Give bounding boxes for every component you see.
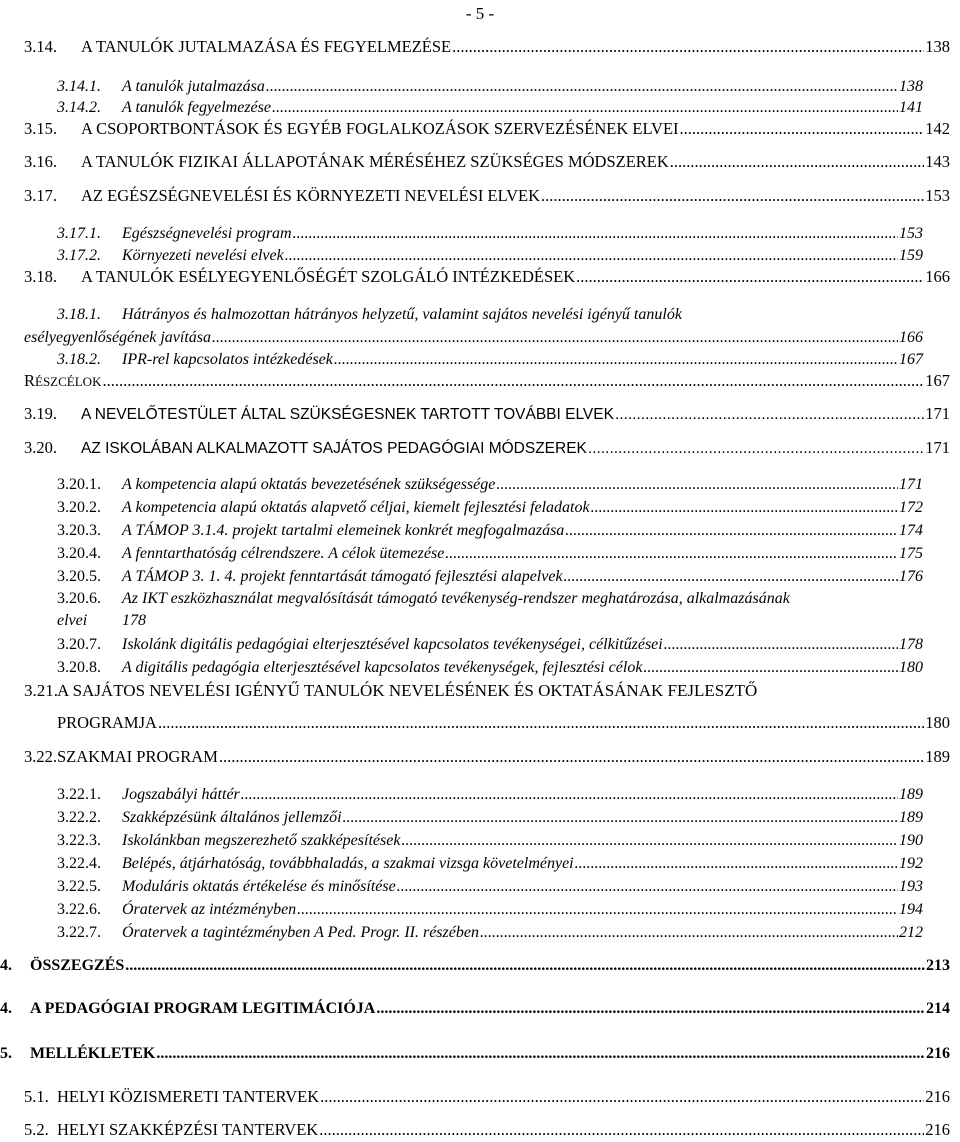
toc-entry[interactable] [24,38,950,57]
toc-title-line1: Az IKT eszközhasználat megvalósítását támogató tevékenység-rendszer meghatározása, alkalmazásának [122,590,790,607]
toc-number: 3.22.7. [57,924,101,941]
toc-entry[interactable] [57,99,923,117]
toc-number: 3.15. [24,119,57,138]
dot-leader [125,957,925,975]
toc-title: Óratervek a tagintézményben A Ped. Progr. II. részében [122,924,479,941]
dot-leader [297,901,898,919]
dot-leader [565,522,898,540]
toc-entry[interactable] [24,439,950,458]
toc-entry[interactable] [24,748,950,767]
toc-title: AZ EGÉSZSÉGNEVELÉSI ÉS KÖRNYEZETI NEVELÉSI ELVEK [81,186,541,205]
toc-entry[interactable] [57,247,923,265]
toc-page: 167 [899,351,923,368]
toc-page: 180 [925,713,950,732]
toc-number: 3.20.1. [57,476,101,493]
toc-number: 3.22. [24,747,57,766]
dot-leader [664,636,898,654]
toc-entry[interactable] [57,832,923,850]
toc-title: Óratervek az intézményben [122,901,297,918]
toc-number: 3.22.1. [57,786,101,803]
toc-entry[interactable] [24,405,950,424]
toc-page: 212 [899,924,923,941]
toc-page: 153 [925,186,950,205]
toc-title-line2: PROGRAMJA [57,713,157,732]
dot-leader [320,1088,924,1107]
toc-entry-continuation[interactable] [57,714,950,733]
toc-title-line2: esélyegyenlőségének javítása [24,329,212,346]
dot-leader [272,99,898,117]
toc-title: A NEVELŐTESTÜLET ÁLTAL SZÜKSÉGESNEK TARTOTT TOVÁBBI ELVEK [81,406,614,423]
toc-entry[interactable] [57,545,923,563]
dot-leader [102,372,924,391]
toc-page: 172 [899,499,923,516]
toc-number: 3.22.6. [57,901,101,918]
dot-leader [615,406,924,424]
toc-page: 216 [925,1120,950,1139]
dot-leader [452,38,924,57]
toc-title: A fenntarthatóság célrendszere. A célok ütemezése [122,545,445,562]
toc-title: A PEDAGÓGIAI PROGRAM LEGITIMÁCIÓJA [30,1000,376,1017]
toc-page: 178 [122,612,146,629]
toc-page: 189 [925,747,950,766]
toc-entry[interactable] [57,855,923,873]
toc-entry[interactable] [0,1045,950,1063]
toc-title: HELYI SZAKKÉPZÉSI TANTERVEK [57,1120,319,1139]
dot-leader [158,714,924,733]
toc-page: 213 [926,957,950,974]
toc-title: A TANULÓK JUTALMAZÁSA ÉS FEGYELMEZÉSE [81,37,452,56]
toc-page: 176 [899,568,923,585]
toc-number: 3.21. [24,681,58,700]
toc-title: A kompetencia alapú oktatás alapvető céljai, kiemelt fejlesztési feladatok [122,499,590,516]
toc-title: MELLÉKLETEK [30,1045,156,1062]
toc-number: 3.22.5. [57,878,101,895]
toc-number: 4. [0,1000,12,1017]
toc-entry[interactable] [0,957,950,975]
toc-number: 4. [0,957,12,974]
toc-title: Jogszabályi háttér [122,786,240,803]
toc-page: 142 [925,119,950,138]
toc-title: IPR-rel kapcsolatos intézkedések [122,351,333,368]
toc-page: 167 [925,371,950,390]
toc-page: 171 [925,404,950,423]
toc-title: A TANULÓK FIZIKAI ÁLLAPOTÁNAK MÉRÉSÉHEZ SZÜKSÉGES MÓDSZEREK [81,152,669,171]
toc-number: 3.18. [24,267,57,286]
toc-number: 3.20.6. [57,590,101,607]
dot-leader [496,476,898,494]
toc-number: 5.2. [24,1120,49,1139]
toc-title: A TÁMOP 3.1.4. projekt tartalmi elemeinek konkrét megfogalmazása [122,522,565,539]
toc-page: 171 [925,438,950,457]
toc-number: 3.18.1. [57,306,101,323]
toc-title-line1: A SAJÁTOS NEVELÉSI IGÉNYŰ TANULÓK NEVELÉSÉNEK ÉS OKTATÁSÁNAK FEJLESZTŐ [57,681,758,700]
toc-title: Belépés, átjárhatóság, továbbhaladás, a szakmai vizsga követelményei [122,855,574,872]
toc-number: 3.14.1. [57,78,101,95]
toc-entry[interactable] [57,924,923,942]
dot-leader [212,329,898,347]
toc-title: A tanulók jutalmazása [122,78,265,95]
toc-entry-first-line[interactable] [57,590,953,608]
dot-leader [343,809,898,827]
toc-page: 189 [899,809,923,826]
dot-leader [643,659,898,677]
toc-page: 190 [899,832,923,849]
toc-page: 138 [925,37,950,56]
dot-leader [334,351,898,369]
toc-page: 180 [899,659,923,676]
toc-page: 159 [899,247,923,264]
toc-title: A digitális pedagógia elterjesztésével kapcsolatos tevékenységek, fejlesztési célok [122,659,643,676]
toc-page: 174 [899,522,923,539]
toc-entry[interactable] [57,659,923,677]
toc-title: A CSOPORTBONTÁSOK ÉS EGYÉB FOGLALKOZÁSOK SZERVEZÉSÉNEK ELVEI [81,119,679,138]
dot-leader [156,1045,925,1063]
toc-page: 175 [899,545,923,562]
dot-leader [319,1121,924,1140]
toc-title: Szakképzésünk általános jellemzői [122,809,342,826]
toc-number: 3.20.4. [57,545,101,562]
dot-leader [564,568,898,586]
toc-title-line2: elvei [57,612,88,629]
toc-entry[interactable] [57,786,923,804]
dot-leader [670,153,924,172]
toc-page: 214 [926,1000,950,1017]
toc-title: HELYI KÖZISMERETI TANTERVEK [57,1087,320,1106]
toc-entry[interactable] [57,809,923,827]
toc-entry-first-line[interactable] [57,306,923,324]
toc-title: A TANULÓK ESÉLYEGYENLŐSÉGÉT SZOLGÁLÓ INTÉZKEDÉSEK [81,267,576,286]
toc-entry-continuation[interactable] [24,329,923,347]
toc-title: Iskolánkban megszerezhető szakképesítések [122,832,401,849]
dot-leader [576,268,924,287]
dot-leader [680,120,925,139]
dot-leader [293,225,898,243]
dot-leader [480,924,898,942]
dot-leader [266,78,898,96]
toc-entry[interactable] [24,120,950,139]
dot-leader [241,786,898,804]
toc-entry[interactable] [24,187,950,206]
dot-leader [445,545,898,563]
toc-page: 189 [899,786,923,803]
toc-entry[interactable] [24,153,950,172]
toc-entry[interactable] [57,225,923,243]
dot-leader [376,1000,925,1018]
toc-title: A kompetencia alapú oktatás bevezetésének szükségessége [122,476,496,493]
toc-number: 3.22.3. [57,832,101,849]
toc-entry[interactable] [57,78,923,96]
toc-number: 3.18.2. [57,351,101,368]
toc-page: 143 [925,152,950,171]
toc-entry[interactable] [57,476,923,494]
toc-number: 3.17. [24,186,57,205]
dot-leader [219,748,924,767]
toc-number: 5.1. [24,1087,49,1106]
toc-title: SZAKMAI PROGRAM [57,747,218,766]
toc-title: Moduláris oktatás értékelése és minősítése [122,878,396,895]
toc-page: 141 [899,99,923,116]
toc-title: Környezeti nevelési elvek [122,247,284,264]
toc-number: 3.20.5. [57,568,101,585]
toc-entry-continuation[interactable] [57,612,146,630]
toc-number: 3.22.4. [57,855,101,872]
toc-page: 192 [899,855,923,872]
toc-title: RÉSZCÉLOK [24,371,102,390]
toc-number: 3.17.1. [57,225,101,242]
toc-entry-first-line[interactable] [24,681,950,701]
toc-page: 216 [925,1087,950,1106]
toc-entry[interactable] [24,268,950,287]
toc-entry[interactable] [57,351,923,369]
toc-number: 3.20.7. [57,636,101,653]
toc-entry[interactable] [24,1088,950,1107]
toc-number: 3.22.2. [57,809,101,826]
toc-entry[interactable] [24,372,950,391]
toc-number: 3.20.3. [57,522,101,539]
toc-entry[interactable] [57,878,923,896]
toc-title: A tanulók fegyelmezése [122,99,271,116]
toc-page: 194 [899,901,923,918]
toc-entry[interactable] [57,568,923,586]
toc-page: 178 [899,636,923,653]
toc-number: 3.20.8. [57,659,101,676]
dot-leader [588,440,924,458]
toc-page: 153 [899,225,923,242]
toc-title: Egészségnevelési program [122,225,292,242]
dot-leader [397,878,898,896]
toc-number: 3.16. [24,152,57,171]
toc-title: AZ ISKOLÁBAN ALKALMAZOTT SAJÁTOS PEDAGÓGIAI MÓDSZEREK [81,440,587,457]
toc-title-line1: Hátrányos és halmozottan hátrányos helyzetű, valamint sajátos nevelési igényű tanulók [122,306,682,323]
toc-number: 3.14.2. [57,99,101,116]
toc-entry[interactable] [57,901,923,919]
page-number: - 5 - [465,4,495,23]
dot-leader [541,187,924,206]
toc-entry[interactable] [24,1121,950,1140]
dot-leader [591,499,898,517]
toc-number: 5. [0,1045,12,1062]
toc-number: 3.14. [24,37,57,56]
toc-entry[interactable] [57,522,923,540]
toc-page: 166 [925,267,950,286]
dot-leader [401,832,898,850]
toc-number: 3.19. [24,404,57,423]
toc-title: Iskolánk digitális pedagógiai elterjesztésével kapcsolatos tevékenységei, célkitűzései [122,636,663,653]
toc-page: 166 [899,329,923,346]
toc-page: 171 [899,476,923,493]
dot-leader [285,247,898,265]
toc-page: 216 [926,1045,950,1062]
toc-title: ÖSSZEGZÉS [30,957,125,974]
toc-number: 3.20. [24,438,57,457]
toc-page: 193 [899,878,923,895]
toc-title: A TÁMOP 3. 1. 4. projekt fenntartását támogató fejlesztési alapelvek [122,568,563,585]
toc-entry[interactable] [57,499,923,517]
dot-leader [575,855,898,873]
toc-number: 3.20.2. [57,499,101,516]
toc-entry[interactable] [57,636,923,654]
toc-page: 138 [899,78,923,95]
toc-entry[interactable] [0,1000,950,1018]
toc-number: 3.17.2. [57,247,101,264]
